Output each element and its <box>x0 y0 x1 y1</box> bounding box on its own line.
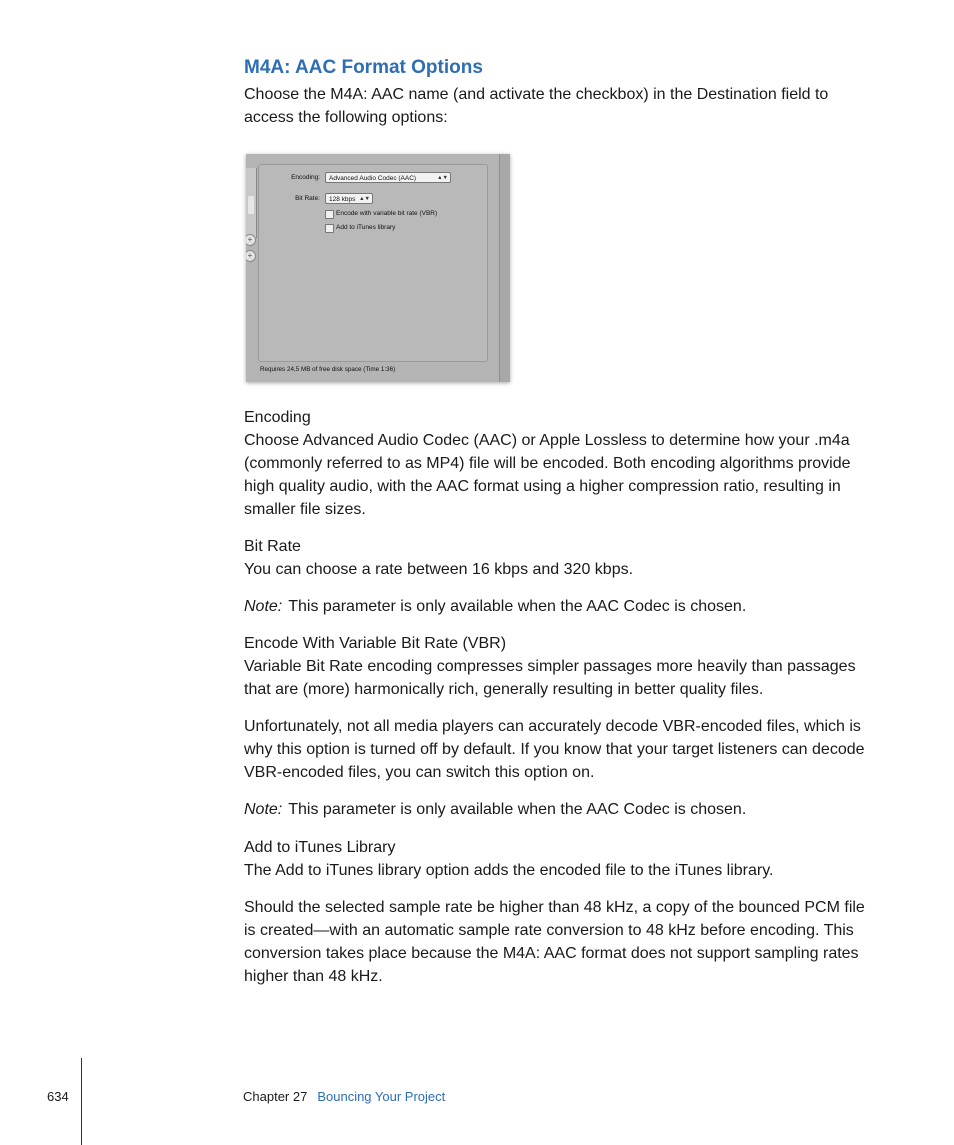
page-number: 634 <box>47 1089 69 1104</box>
vbr-note <box>244 798 874 821</box>
note-label: Note: <box>244 598 283 615</box>
encoding-value: Advanced Audio Codec (AAC) <box>329 175 417 182</box>
itunes-checkbox[interactable] <box>325 224 334 233</box>
encoding-heading: Encoding <box>244 409 311 426</box>
popup-arrows-icon: ▲▼ <box>359 196 370 202</box>
bitrate-label: Bit Rate: <box>295 195 320 202</box>
encoding-popup[interactable] <box>325 172 451 183</box>
footer <box>243 1089 445 1104</box>
vbr-checkbox-label: Encode with variable bit rate (VBR) <box>336 210 438 217</box>
note-label: Note: <box>244 801 283 818</box>
bitrate-paragraph: You can choose a rate between 16 kbps and 320 kbps. <box>244 561 634 578</box>
itunes-paragraph-2: Should the selected sample rate be higher than 48 kHz, a copy of the bounced PCM file is created—with an automatic sample rate conversion to 48 kHz before encoding. This conversion takes place because the M4A: AAC format does not support sampling rates higher than 48 kHz. <box>244 899 865 985</box>
popup-arrows-icon: ▲▼ <box>437 175 448 181</box>
bitrate-note <box>244 595 874 618</box>
options-panel <box>258 164 488 362</box>
vbr-paragraph-2: Unfortunately, not all media players can accurately decode VBR-encoded files, which is why this option is turned off by default. If you know that your target listeners can decode VBR-encoded files, you can switch this option on. <box>244 718 865 781</box>
note-text: This parameter is only available when the AAC Codec is chosen. <box>288 801 747 818</box>
itunes-checkbox-label: Add to iTunes library <box>336 224 396 231</box>
intro-paragraph: Choose the M4A: AAC name (and activate the checkbox) in the Destination field to access the following options: <box>244 86 829 126</box>
encoding-paragraph: Choose Advanced Audio Codec (AAC) or Apple Lossless to determine how your .m4a (commonly referred to as MP4) file will be encoded. Both encoding algorithms provide high quality audio, with the AAC format using a higher compression ratio, resulting in smaller file sizes. <box>244 432 851 518</box>
bitrate-popup[interactable] <box>325 193 373 204</box>
vbr-checkbox[interactable] <box>325 210 334 219</box>
itunes-heading: Add to iTunes Library <box>244 839 396 856</box>
settings-screenshot <box>246 154 510 382</box>
note-text: This parameter is only available when the AAC Codec is chosen. <box>288 598 747 615</box>
bitrate-value: 128 kbps <box>329 196 356 203</box>
chapter-title-link[interactable]: Bouncing Your Project <box>317 1089 446 1104</box>
add-icon: + <box>246 234 256 246</box>
section-heading: M4A: AAC Format Options <box>244 57 483 78</box>
bitrate-heading: Bit Rate <box>244 538 301 555</box>
itunes-paragraph: The Add to iTunes library option adds the encoded file to the iTunes library. <box>244 862 774 879</box>
chapter-label: Chapter 27 <box>243 1089 308 1104</box>
footer-divider <box>81 1058 82 1145</box>
encoding-label: Encoding: <box>291 174 320 181</box>
window-edge <box>499 154 510 382</box>
vbr-heading: Encode With Variable Bit Rate (VBR) <box>244 635 507 652</box>
add-icon: + <box>246 250 256 262</box>
disk-space-status: Requires 24,5 MB of free disk space (Time 1:36) <box>260 366 396 373</box>
vbr-paragraph: Variable Bit Rate encoding compresses simpler passages more heavily than passages that are (more) harmonically rich, generally resulting in better quality files. <box>244 658 856 698</box>
